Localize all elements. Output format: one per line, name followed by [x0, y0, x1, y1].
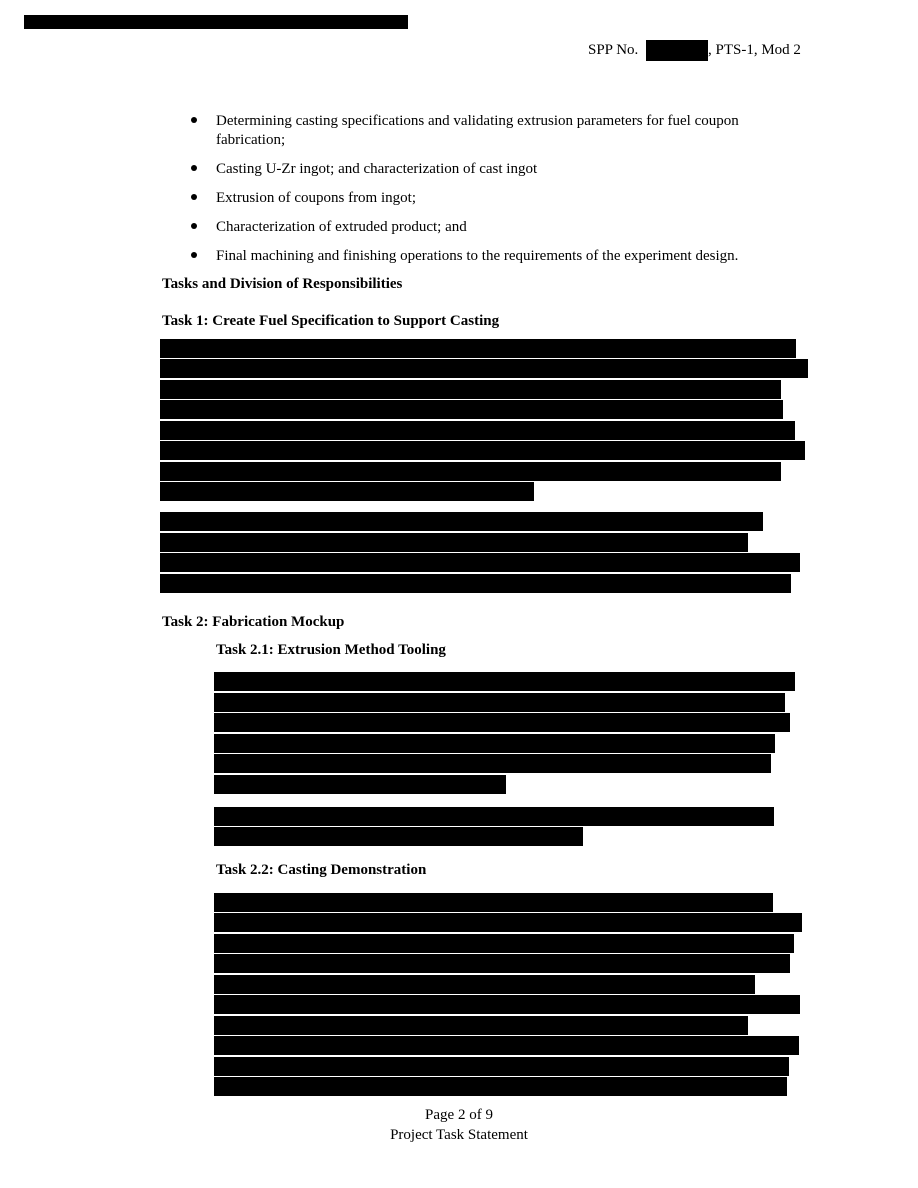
heading-task1: Task 1: Create Fuel Specification to Support Casting	[162, 313, 500, 329]
redacted-line	[160, 441, 805, 460]
redacted-line	[214, 1057, 789, 1076]
redacted-line	[160, 462, 781, 481]
spp-prefix: SPP No.	[588, 42, 639, 58]
redacted-line	[214, 672, 795, 691]
heading-task2: Task 2: Fabrication Mockup	[162, 614, 345, 630]
redacted-line	[214, 893, 773, 912]
redacted-line	[160, 400, 783, 419]
redacted-line	[214, 913, 802, 932]
page-number: Page 2 of 9	[425, 1107, 493, 1123]
bullet-text: Determining casting specifications and validating extrusion parameters for fuel coupon	[216, 113, 739, 129]
redacted-line	[160, 553, 800, 572]
bullet-text: Characterization of extruded product; and	[216, 219, 467, 235]
redacted-line	[160, 533, 748, 552]
redacted-line	[214, 827, 583, 846]
bullet-dot	[191, 165, 197, 171]
redacted-line	[160, 574, 791, 593]
bullet-text: Final machining and finishing operations to the requirements of the experiment design.	[216, 248, 739, 264]
heading-tasks: Tasks and Division of Responsibilities	[162, 276, 403, 292]
redacted-line	[214, 975, 755, 994]
redacted-line	[214, 693, 785, 712]
bullet-dot	[191, 194, 197, 200]
redacted-line	[214, 995, 800, 1014]
bullet-dot	[191, 223, 197, 229]
document-title: Project Task Statement	[390, 1127, 528, 1143]
redacted-line	[214, 807, 774, 826]
redacted-line	[160, 339, 796, 358]
redacted-line	[214, 775, 506, 794]
redacted-line	[214, 713, 790, 732]
redacted-line	[160, 512, 763, 531]
bullet-text: Extrusion of coupons from ingot;	[216, 190, 416, 206]
redacted-line	[214, 1077, 787, 1096]
redacted-title	[24, 15, 408, 29]
redacted-line	[214, 1036, 799, 1055]
redacted-line	[160, 421, 795, 440]
bullet-dot	[191, 252, 197, 258]
redacted-line	[214, 934, 794, 953]
redacted-line	[214, 754, 771, 773]
redacted-line	[214, 734, 775, 753]
redacted-spp-number	[646, 40, 708, 61]
heading-task2-2: Task 2.2: Casting Demonstration	[216, 862, 427, 878]
redacted-line	[160, 359, 808, 378]
redacted-line	[160, 380, 781, 399]
redacted-line	[214, 1016, 748, 1035]
bullet-dot	[191, 117, 197, 123]
redacted-line	[160, 482, 534, 501]
heading-task2-1: Task 2.1: Extrusion Method Tooling	[216, 642, 446, 658]
bullet-text: Casting U-Zr ingot; and characterization of cast ingot	[216, 161, 538, 177]
spp-suffix: , PTS-1, Mod 2	[708, 42, 801, 58]
redacted-line	[214, 954, 790, 973]
bullet-text: fabrication;	[216, 132, 286, 148]
